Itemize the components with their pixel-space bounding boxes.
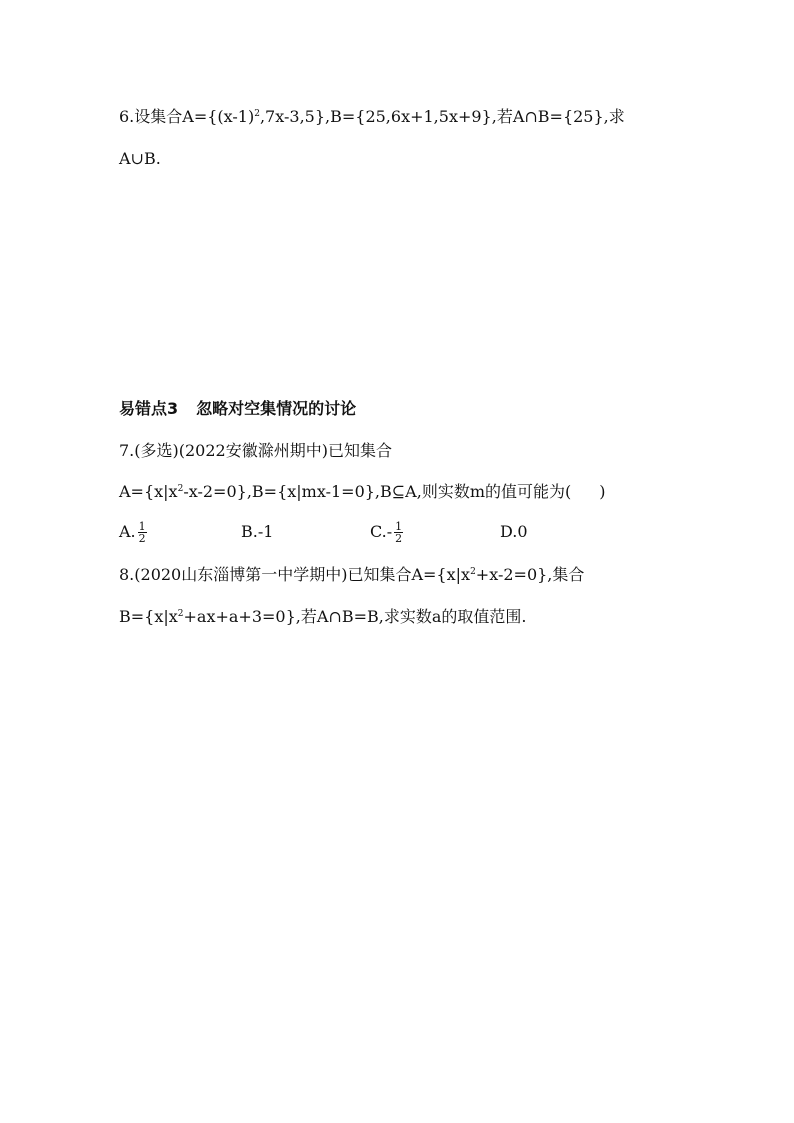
q8-line-2 <box>119 606 526 628</box>
option-c <box>370 521 403 544</box>
q6-exponent: 2 <box>254 109 260 119</box>
q8-text: 8.(2020山东淄博第一中学期中)已知集合A={x|x <box>119 565 471 584</box>
section-label: 易错点3 <box>119 399 179 418</box>
q8-text-cont: +x-2=0},集合 <box>475 565 585 584</box>
q8-exponent: 2 <box>470 567 476 577</box>
q7-line-2 <box>119 481 605 503</box>
q6-line-2: A∪B. <box>119 149 161 168</box>
fraction-denominator: 2 <box>395 532 403 545</box>
q6-line-1 <box>119 106 625 128</box>
option-c-label: C.- <box>370 522 393 541</box>
q8-text-2: B={x|x <box>119 607 178 626</box>
option-a-fraction <box>138 521 147 544</box>
q6-text: 6.设集合A={(x-1) <box>119 107 255 126</box>
q8-line-1 <box>119 564 584 586</box>
option-d: D.0 <box>500 522 528 541</box>
option-a <box>119 521 147 544</box>
q7-stem: 7.(多选)(2022安徽滁州期中)已知集合 <box>119 441 392 460</box>
q7-exponent: 2 <box>177 484 184 494</box>
option-a-label: A. <box>119 522 136 541</box>
section-heading <box>119 398 356 420</box>
option-c-fraction <box>394 521 403 544</box>
q8-text-2-cont: +ax+a+3=0},若A∩B=B,求实数a的取值范围. <box>183 607 527 626</box>
q7-text-cont: -x-2=0},B={x|mx-1=0},B⊆A,则实数m的值可能为( <box>183 482 572 501</box>
fraction-denominator: 2 <box>138 532 146 545</box>
q7-paren-close: ) <box>599 482 606 501</box>
option-b: B.-1 <box>241 522 274 541</box>
fraction-numerator: 1 <box>138 520 146 533</box>
section-title: 忽略对空集情况的讨论 <box>196 399 357 418</box>
q8-exponent-2: 2 <box>177 609 184 619</box>
q7-text: A={x|x <box>119 482 178 501</box>
q6-text-cont: ,7x-3,5},B={25,6x+1,5x+9},若A∩B={25},求 <box>259 107 625 126</box>
fraction-numerator: 1 <box>395 520 403 533</box>
